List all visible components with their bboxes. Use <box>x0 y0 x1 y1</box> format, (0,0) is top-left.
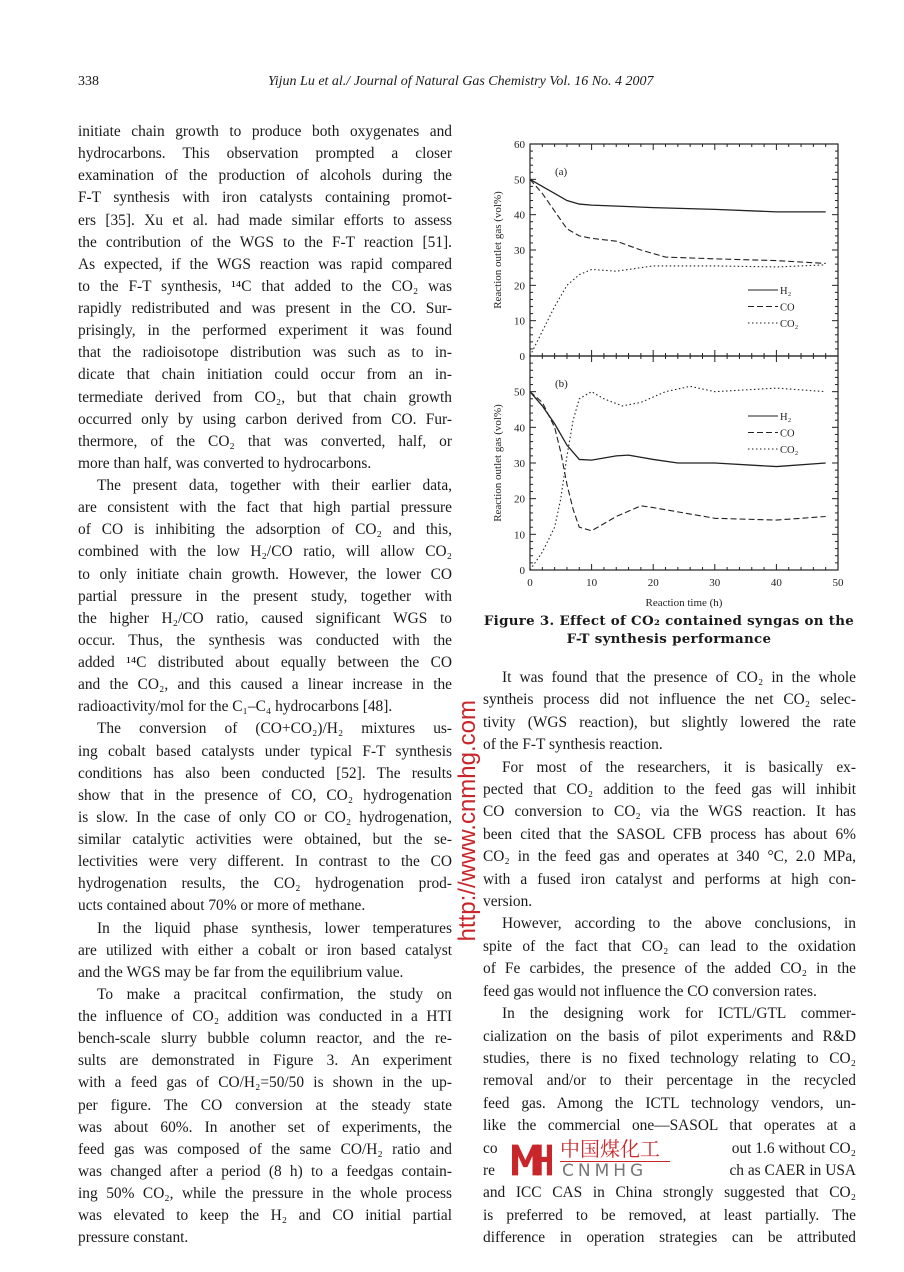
y-tick-label: 40 <box>514 422 525 435</box>
y-axis-label: Reaction outlet gas (vol%) <box>492 191 504 309</box>
text-line: tivity (WGS reaction), but slightly lowered the rate <box>483 713 856 731</box>
text-line: are utilized with either a cobalt or iron based catalyst <box>78 941 452 959</box>
text-line: removal and/or to their percentage in the recycled <box>483 1072 856 1090</box>
text-line: was about 60%. In another set of experiments, the <box>78 1118 452 1136</box>
figure-caption-line2: F-T synthesis performance <box>566 631 772 647</box>
text-line: examination of the production of alcohols during the <box>78 167 452 185</box>
y-tick-label: 20 <box>514 280 525 293</box>
text-line: and the CO₂, and this caused a linear increase in the <box>78 676 452 694</box>
text-line: to only initiate chain growth. However, the lower CO <box>78 565 452 583</box>
text-line: added ¹⁴C distributed about equally between the CO <box>78 654 452 671</box>
legend-label: CO <box>780 302 795 314</box>
x-tick-label: 20 <box>647 577 659 589</box>
y-axis-label: Reaction outlet gas (vol%) <box>492 404 504 522</box>
text-line: been cited that the SASOL CFB process has about 6% <box>483 825 856 843</box>
text-line: the influence of CO₂ addition was conducted in a HTI <box>78 1008 452 1025</box>
x-tick-label: 40 <box>770 577 782 589</box>
series-line-dashed <box>530 179 826 263</box>
text-line: combined with the low H₂/CO ratio, will allow CO₂ <box>78 543 452 561</box>
text-line: ing 50% CO₂, while the pressure in the whole process <box>78 1185 452 1202</box>
text-line: spite of the fact that CO₂ can lead to the oxidation <box>483 937 856 955</box>
panel-label: (b) <box>555 378 568 390</box>
text-line: However, according to the above conclusions, in <box>502 915 856 933</box>
text-line: that the radioisotope distribution was such as to in- <box>78 344 452 362</box>
y-tick-label: 10 <box>514 315 525 328</box>
text-line: hydrogenation results, the CO₂ hydrogenation prod- <box>78 875 452 893</box>
text-line: to the F-T synthesis, ¹⁴C that added to the CO₂ was <box>78 277 452 295</box>
text-line: The present data, together with their earlier data, <box>97 477 452 494</box>
text-line: bench-scale slurry bubble column reactor, and the re- <box>78 1030 452 1048</box>
text-line: rapidly redistributed and was present in the CO. Sur- <box>78 300 452 317</box>
text-line: CO₂ in the feed gas and operates at 340 °C, 2.0 MPa, <box>483 848 856 866</box>
text-line: feed gas. Among the ICTL technology vendors, un- <box>483 1094 856 1112</box>
text-line: are consistent with the fact that high partial pressure <box>78 499 452 517</box>
text-line: pressure constant. <box>78 1229 189 1247</box>
text-line: of the F-T synthesis reaction. <box>483 736 663 754</box>
text-fragment: re <box>483 1161 495 1179</box>
y-tick-label: 30 <box>514 245 525 257</box>
text-line: syntheis process did not influence the net CO₂ selec- <box>483 691 856 709</box>
legend-label: CO₂ <box>780 319 799 330</box>
text-line: version. <box>483 893 533 911</box>
running-header: Yijun Lu et al./ Journal of Natural Gas Chemistry Vol. 16 No. 4 2007 <box>268 74 654 89</box>
text-line: sults are demonstrated in Figure 3. An experiment <box>78 1052 452 1070</box>
text-line: the higher H₂/CO ratio, caused significant WGS to <box>78 609 452 627</box>
y-tick-label: 0 <box>519 351 525 363</box>
logo-chinese-text: 中国煤化工 <box>560 1137 660 1161</box>
text-line: F-T synthesis with iron catalysts containing promot- <box>78 189 452 207</box>
left-column <box>78 121 452 1249</box>
text-line: occurred only by using carbon derived from CO. Fur- <box>78 410 452 428</box>
text-line: initiate chain growth to produce both oxygenates and <box>78 123 452 140</box>
text-line: pected that CO₂ addition to the feed gas will inhibit <box>483 781 856 799</box>
legend-label: CO₂ <box>780 445 799 456</box>
text-line: ers [35]. Xu et al. had made similar efforts to assess <box>78 211 452 229</box>
text-fragment: co <box>483 1139 498 1157</box>
text-line: ucts contained about 70% or more of methane. <box>78 897 366 915</box>
text-line: In the designing work for ICTL/GTL commer- <box>502 1005 856 1023</box>
x-axis-label: Reaction time (h) <box>645 597 723 609</box>
text-line: of CO is inhibiting the adsorption of CO₂ and this, <box>78 521 452 539</box>
legend-label: H₂ <box>780 286 792 297</box>
text-line: radioactivity/mol for the C₁–C₄ hydrocarbons [48]. <box>78 698 393 716</box>
text-line: ing cobalt based catalysts under typical F-T synthesis <box>78 742 452 760</box>
text-line: similar catalytic activities were obtained, but the se- <box>78 831 452 848</box>
text-line: occur. Thus, the synthesis was conducted with the <box>78 631 452 649</box>
text-fragment: ch as CAER in USA <box>729 1161 856 1179</box>
panel-label: (a) <box>555 166 568 178</box>
text-line: was elevated to keep the H₂ and CO initial partial <box>78 1207 452 1225</box>
legend-label: CO <box>780 428 795 440</box>
text-line: termediate derived from CO₂, but that chain growth <box>78 388 452 406</box>
series-line-solid <box>530 179 826 212</box>
text-line: thermore, of the CO₂ that was converted, half, or <box>78 432 452 450</box>
y-tick-label: 60 <box>514 139 525 151</box>
text-line: hydrocarbons. This observation prompted a closer <box>78 145 452 163</box>
text-line: prisingly, in the performed experiment it was found <box>78 322 452 340</box>
page-number: 338 <box>78 74 99 89</box>
text-line: dicate that chain initiation could occur from an in- <box>78 366 452 384</box>
text-line: CO conversion to CO₂ via the WGS reaction. It has <box>483 803 856 821</box>
text-line: show that in the presence of CO, CO₂ hydrogenation <box>78 786 452 804</box>
text-line: lectivities were very different. In contrast to the CO <box>78 853 452 871</box>
text-line: The conversion of (CO+CO₂)/H₂ mixtures us- <box>97 720 452 738</box>
text-line: is preferred to be removed, at least partially. The <box>483 1206 856 1224</box>
text-line: per figure. The CO conversion at the steady state <box>78 1096 452 1114</box>
watermark-url: http://www.cnmhg.com <box>454 700 481 942</box>
text-line: In the liquid phase synthesis, lower temperatures <box>97 919 452 937</box>
y-tick-label: 10 <box>514 529 525 542</box>
text-line: conditions has also been conducted [52]. The results <box>78 764 452 782</box>
text-line: studies, there is no fixed technology relating to CO₂ <box>483 1049 856 1067</box>
figure-3-chart <box>480 130 850 620</box>
text-fragment: out 1.6 without CO₂ <box>731 1139 856 1157</box>
logo-english-text: CNMHG <box>562 1161 648 1181</box>
y-tick-label: 20 <box>514 493 525 506</box>
text-line: feed gas would not influence the CO conversion rates. <box>483 982 817 1000</box>
text-line: and ICC CAS in China strongly suggested that CO₂ <box>483 1184 856 1202</box>
y-tick-label: 30 <box>514 458 525 470</box>
text-line: is slow. In the case of only CO or CO₂ hydrogenation, <box>78 808 452 826</box>
text-line: like the commercial one—SASOL that operates at a <box>483 1117 856 1135</box>
y-tick-label: 50 <box>514 386 525 399</box>
text-line: It was found that the presence of CO₂ in the whole <box>502 669 856 686</box>
x-tick-label: 30 <box>709 577 721 589</box>
x-tick-label: 0 <box>527 577 533 589</box>
text-line: more than half, was converted to hydrocarbons. <box>78 454 372 472</box>
y-tick-label: 0 <box>519 565 525 577</box>
x-tick-label: 50 <box>832 577 844 589</box>
text-line: was changed after a period (8 h) to a feedgas contain- <box>78 1162 452 1180</box>
text-line: partial pressure in the present study, together with <box>78 587 452 605</box>
y-tick-label: 50 <box>514 174 525 187</box>
text-line: cialization on the basis of pilot experiments and R&D <box>483 1027 856 1045</box>
figure-caption: Figure 3. Effect of CO₂ contained syngas on the <box>483 613 855 629</box>
text-line: the contribution of the WGS to the F-T reaction [51]. <box>78 233 452 251</box>
watermark-logo <box>512 1138 702 1182</box>
legend-label: H₂ <box>780 412 792 423</box>
text-line: For most of the researchers, it is basically ex- <box>502 758 856 776</box>
text-line: To make a pracitcal confirmation, the study on <box>97 985 452 1003</box>
text-line: with a feed gas of CO/H₂=50/50 is shown in the up- <box>78 1074 452 1092</box>
text-line: As expected, if the WGS reaction was rapid compared <box>78 255 452 273</box>
text-line: and the WGS may be far from the equilibrium value. <box>78 963 404 981</box>
mh-logo-icon <box>512 1140 552 1180</box>
text-line: with a fused iron catalyst and performs at high con- <box>483 870 856 888</box>
y-tick-label: 40 <box>514 209 525 222</box>
x-tick-label: 10 <box>586 577 598 589</box>
text-line: difference in operation strategies can be attributed <box>483 1229 856 1247</box>
text-line: of Fe carbides, the presence of the added CO₂ in the <box>483 960 856 978</box>
text-line: feed gas was composed of the same CO/H₂ ratio and <box>78 1140 452 1158</box>
